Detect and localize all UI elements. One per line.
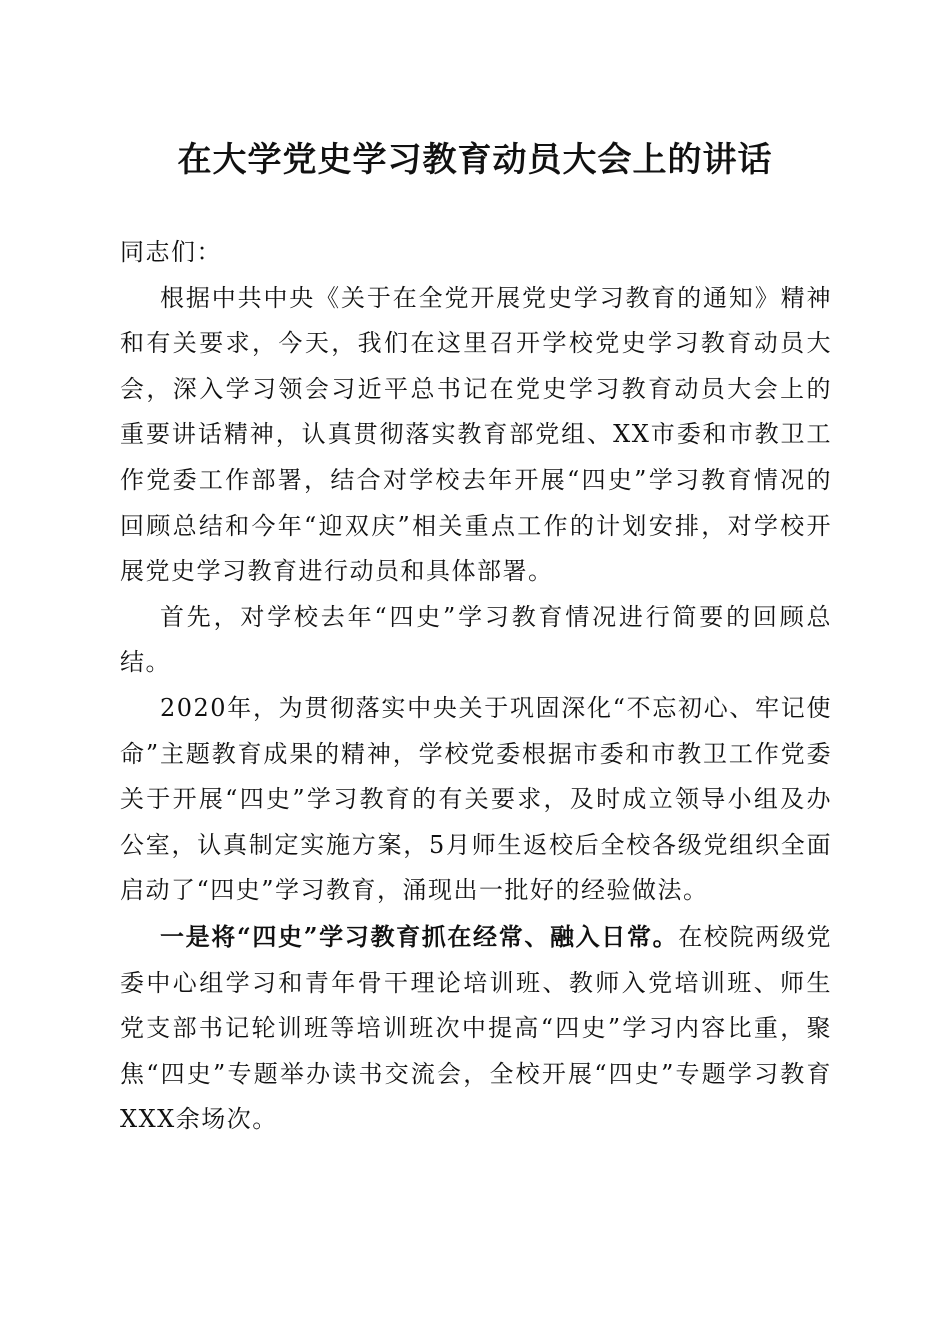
paragraph-point-one	[120, 914, 832, 1143]
document-body	[120, 230, 832, 1143]
salutation: 同志们：	[120, 238, 222, 266]
paragraph-opening: 根据中共中央《关于在全党开展党史学习教育的通知》精神和有关要求，今天，我们在这里召开学校党史学习教育动员大会，深入学习领会习近平总书记在党史学习教育动员大会上的重要讲话精神，认真贯彻落实教育部党组、XX市委和市教卫工作党委工作部署，结合对学校去年开展“四史”学习教育情况的回顾总结和今年“迎双庆”相关重点工作的计划安排，对学校开展党史学习教育进行动员和具体部署。	[120, 283, 832, 586]
paragraph-2020-summary: 2020年，为贯彻落实中央关于巩固深化“不忘初心、牢记使命”主题教育成果的精神，学校党委根据市委和市教卫工作党委关于开展“四史”学习教育的有关要求，及时成立领导小组及办公室，认真制定实施方案，5月师生返校后全校各级党组织全面启动了“四史”学习教育，涌现出一批好的经验做法。	[120, 693, 832, 905]
point-one-text: 在校院两级党委中心组学习和青年骨干理论培训班、教师入党培训班、师生党支部书记轮训班等培训班次中提高“四史”学习内容比重，聚焦“四史”专题举办读书交流会，全校开展“四史”专题学习教育XXX余场次。	[120, 922, 833, 1134]
point-one-lead: 一是将“四史”学习教育抓在经常、融入日常。	[160, 921, 679, 951]
document-title: 在大学党史学习教育动员大会上的讲话	[177, 140, 773, 180]
paragraph-review-intro: 首先，对学校去年“四史”学习教育情况进行简要的回顾总结。	[120, 602, 832, 677]
